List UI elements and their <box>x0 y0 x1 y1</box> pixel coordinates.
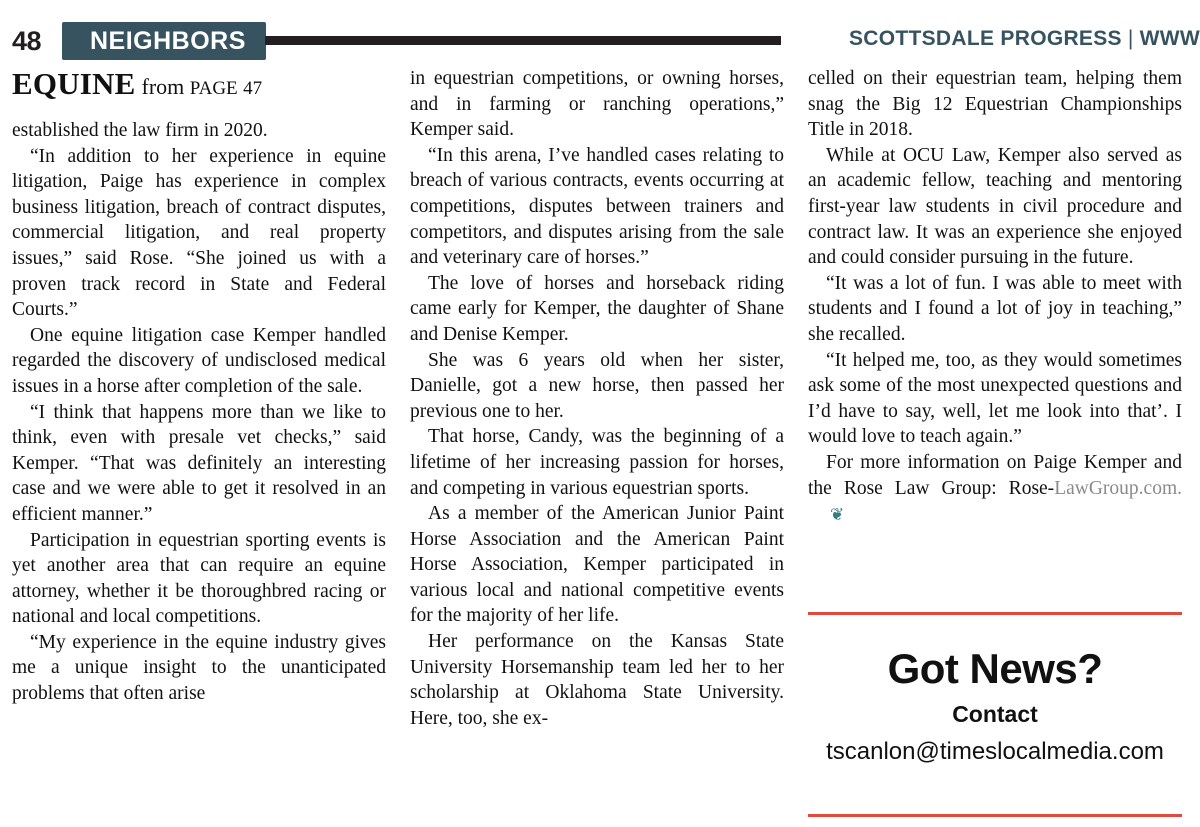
jump-from-word: from <box>141 74 185 99</box>
ad-bottom-rule <box>808 814 1182 817</box>
paragraph: “I think that happens more than we like to think, even with presale vet checks,” said Kemper. “That was definitely an interesting case and we were able to get it resolved in an efficient manner.” <box>12 401 386 525</box>
section-tab-label: NEIGHBORS <box>90 26 246 55</box>
jump-headline-from <box>136 74 263 99</box>
article-column-1 <box>12 118 386 707</box>
rose-law-group-url[interactable]: LawGroup.com. <box>1054 477 1182 499</box>
article-column-3 <box>808 66 1182 527</box>
jump-page-ref: 47 <box>243 78 263 99</box>
paragraph: “In addition to her experience in equine litigation, Paige has experience in complex business litigation, breach of contract disputes, commercial litigation, and real property issues,” said Rose. “She joined us with a proven track record in State and Federal Courts.” <box>12 145 386 321</box>
article-column-2 <box>410 66 784 731</box>
jump-headline <box>12 66 262 102</box>
paragraph: “My experience in the equine industry gives me a unique insight to the unanticipated problems that often arise <box>12 631 386 705</box>
page-number: 48 <box>12 26 42 56</box>
publication-separator: | <box>1127 27 1134 50</box>
publication-title: SCOTTSDALE PROGRESS <box>848 27 1122 50</box>
paragraph: Participation in equestrian sporting events is yet another area that can require an equine attorney, whether it be thoroughbred racing or national and local competitions. <box>12 529 386 628</box>
paragraph: “In this arena, I’ve handled cases relating to breach of various contracts, events occurring at competitions, disputes between trainers and competitors, and disputes arising from the sale and veterinary care of horses.” <box>410 144 784 269</box>
ad-top-rule <box>808 612 1182 615</box>
masthead-rule <box>265 36 781 45</box>
paragraph: “It was a lot of fun. I was able to meet with students and I found a lot of joy in teaching,” she recalled. <box>808 272 1182 345</box>
section-tab <box>62 22 266 60</box>
paragraph: That horse, Candy, was the beginning of a lifetime of her increasing passion for horses, and competing in various equestrian sports. <box>410 426 784 499</box>
jump-headline-title: EQUINE <box>12 66 136 101</box>
paragraph: As a member of the American Junior Paint Horse Association and the American Paint Horse Association, Kemper participated in various local and national competitive events for the majority of her life. <box>410 503 784 627</box>
publication-name <box>849 27 1200 51</box>
ad-subtitle: Contact <box>952 701 1038 727</box>
paragraph: celled on their equestrian team, helping them snag the Big 12 Equestrian Championships Title in 2018. <box>808 68 1182 141</box>
paragraph: While at OCU Law, Kemper also served as an academic fellow, teaching and mentoring first-year law students in civil procedure and contract law. It was an experience she enjoyed and could consider pursuing in the future. <box>808 144 1182 269</box>
paragraph: One equine litigation case Kemper handled regarded the discovery of undisclosed medical issues in a horse after completion of the sale. <box>12 324 386 397</box>
got-news-ad[interactable] <box>808 612 1182 817</box>
paragraph: The love of horses and horseback riding came early for Kemper, the daughter of Shane and Denise Kemper. <box>410 272 784 345</box>
masthead <box>0 22 1200 62</box>
ad-email-link[interactable]: tscanlon@timeslocalmedia.com <box>826 738 1164 765</box>
paragraph: Her performance on the Kansas State University Horsemanship team led her to her scholarship at Oklahoma State University. Here, too, she ex- <box>410 631 784 729</box>
paragraph: “It helped me, too, as they would sometimes ask some of the most unexpected questions and I’d have to say, well, let me look into that’. I would love to teach again.” <box>808 349 1182 448</box>
paragraph-contact <box>808 450 1182 527</box>
paragraph: in equestrian competitions, or owning horses, and in farming or ranching operations,” Kemper said. <box>410 68 784 141</box>
jump-page-word: PAGE <box>189 78 238 99</box>
publication-website: WWW <box>1139 27 1200 50</box>
contact-lead-text: For more information on Paige Kemper and the Rose Law Group: Rose- <box>808 451 1182 499</box>
paragraph: She was 6 years old when her sister, Danielle, got a new horse, then passed her previous one to her. <box>410 349 784 422</box>
end-flourish-icon: ❦ <box>830 505 845 525</box>
paragraph: established the law firm in 2020. <box>12 120 268 141</box>
ad-title: Got News? <box>887 645 1103 692</box>
